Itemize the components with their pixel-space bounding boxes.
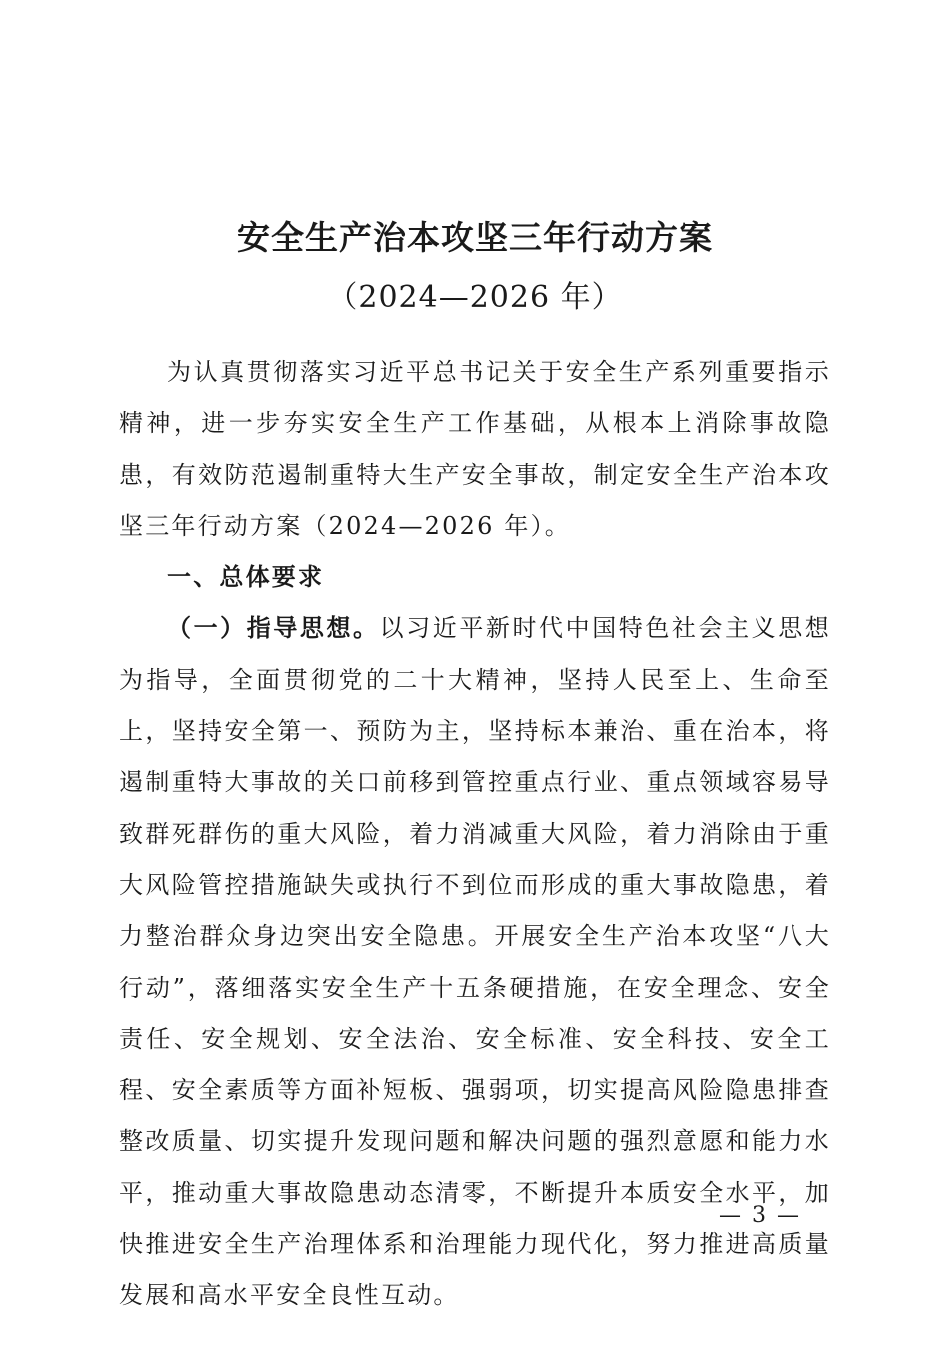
page-number: — 3 — (719, 1203, 801, 1228)
section-heading: 一、总体要求 (167, 563, 325, 592)
document-subtitle: （2024—2026 年） (327, 280, 623, 315)
document-title: 安全生产治本攻坚三年行动方案 (237, 218, 713, 257)
guiding-lead: （一）指导思想。 (167, 614, 380, 643)
intro-paragraph: 为认真贯彻落实习近平总书记关于安全生产系列重要指示精神，进一步夯实安全生产工作基础，从根本上消除事故隐患，有效防范遏制重特大生产安全事故，制定安全生产治本攻坚三年行动方案（2024—2026 年）。 (119, 358, 831, 540)
document-body (119, 347, 831, 1322)
guiding-body: 以习近平新时代中国特色社会主义思想为指导，全面贯彻党的二十大精神，坚持人民至上、生命至上，坚持安全第一、预防为主，坚持标本兼治、重在治本，将遏制重特大事故的关口前移到管控重点行业、重点领域容易导致群死群伤的重大风险，着力消减重大风险，着力消除由于重大风险管控措施缺失或执行不到位而形成的重大事故隐患，着力整治群众身边突出安全隐患。开展安全生产治本攻坚“八大行动”，落细落实安全生产十五条硬措施，在安全理念、安全责任、安全规划、安全法治、安全标准、安全科技、安全工程、安全素质等方面补短板、强弱项，切实提高风险隐患排查整改质量、切实提升发现问题和解决问题的强烈意愿和能力水平，推动重大事故隐患动态清零，不断提升本质安全水平，加快推进安全生产治理体系和治理能力现代化，努力推进高质量发展和高水平安全良性互动。 (119, 614, 831, 1310)
